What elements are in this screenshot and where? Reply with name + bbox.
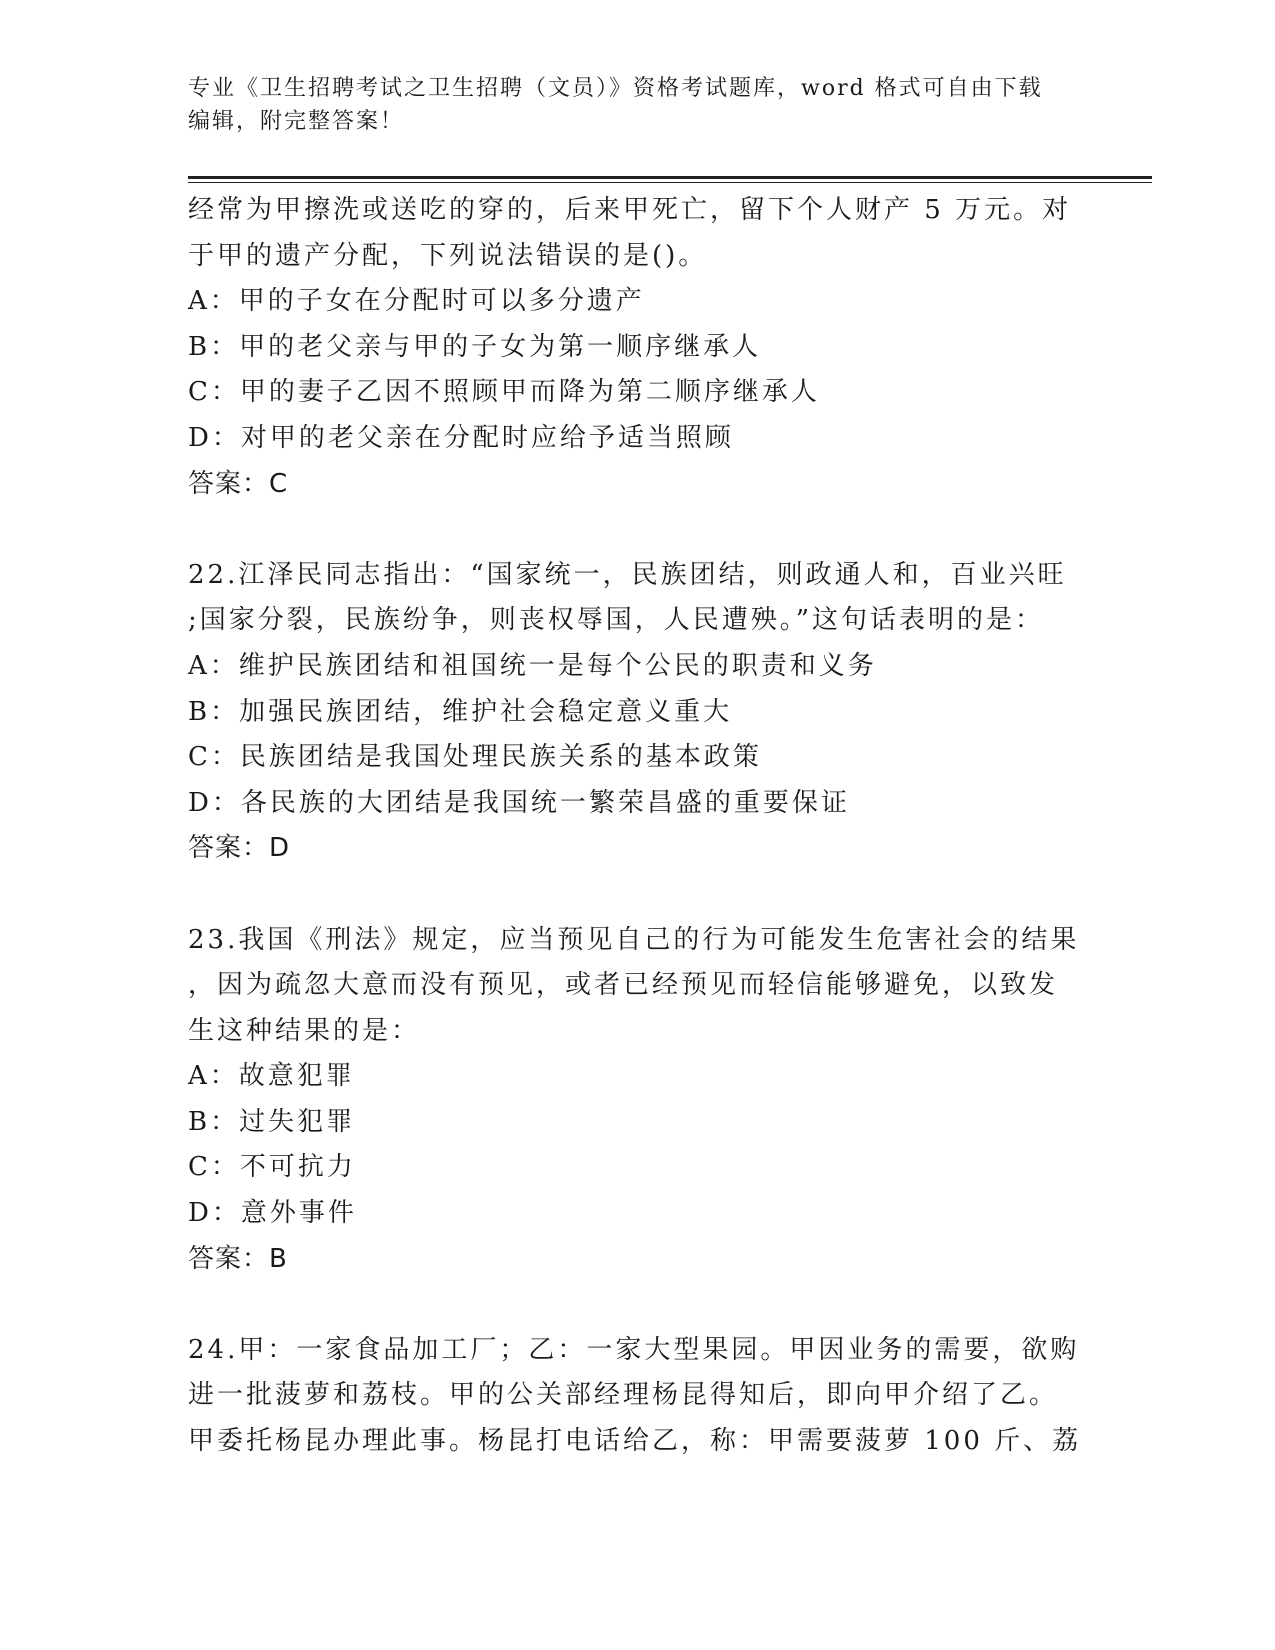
question-stem-line: 生这种结果的是： (188, 1015, 421, 1046)
answer-line: 答案：B (188, 1243, 288, 1274)
question-24 (188, 1328, 1088, 1465)
option-a: A：故意犯罪 (188, 1061, 355, 1092)
option-d: D：意外事件 (188, 1198, 357, 1229)
question-stem-line: 经常为甲擦洗或送吃的穿的，后来甲死亡，留下个人财产 5 万元。对 (188, 195, 1072, 225)
option-b: B：甲的老父亲与甲的子女为第一顺序继承人 (188, 331, 762, 362)
option-b: B：过失犯罪 (188, 1106, 356, 1137)
question-stem-line: ，因为疏忽大意而没有预见，或者已经预见而轻信能够避免，以致发 (188, 970, 1059, 1001)
option-d: D：对甲的老父亲在分配时应给予适当照顾 (188, 422, 734, 453)
question-stem-line: 于甲的遗产分配，下列说法错误的是()。 (188, 240, 708, 271)
question-stem-line: 进一批菠萝和荔枝。甲的公关部经理杨昆得知后，即向甲介绍了乙。 (188, 1380, 1059, 1411)
option-a: A：维护民族团结和祖国统一是每个公民的职责和义务 (188, 650, 877, 681)
answer-line: 答案：D (188, 833, 291, 864)
option-c: C：不可抗力 (188, 1152, 356, 1183)
option-d: D：各民族的大团结是我国统一繁荣昌盛的重要保证 (188, 787, 850, 818)
header-line-1: 专业《卫生招聘考试之卫生招聘（文员）》资格考试题库，word 格式可自由下载 (188, 76, 1043, 101)
question-21 (188, 188, 1088, 507)
question-22 (188, 553, 1088, 872)
spacer (188, 507, 1088, 553)
option-a: A：甲的子女在分配时可以多分遗产 (188, 286, 645, 317)
option-c: C：甲的妻子乙因不照顾甲而降为第二顺序继承人 (188, 377, 820, 408)
header-divider-thin (188, 182, 1152, 183)
question-stem-line: 甲委托杨昆办理此事。杨昆打电话给乙，称：甲需要菠萝 100 斤、荔 (188, 1426, 1082, 1457)
document-header (188, 72, 1088, 138)
question-stem-line: 23.我国《刑法》规定，应当预见自己的行为可能发生危害社会的结果 (188, 924, 1080, 955)
spacer (188, 872, 1088, 918)
question-23 (188, 918, 1088, 1283)
question-stem-line: ;国家分裂，民族纷争，则丧权辱国，人民遭殃。”这句话表明的是： (188, 605, 1045, 636)
option-b: B：加强民族团结，维护社会稳定意义重大 (188, 696, 733, 727)
question-stem-line: 24.甲：一家食品加工厂；乙：一家大型果园。甲因业务的需要，欲购 (188, 1334, 1080, 1365)
question-stem-line: 22.江泽民同志指出：“国家统一，民族团结，则政通人和，百业兴旺 (188, 559, 1067, 590)
option-c: C：民族团结是我国处理民族关系的基本政策 (188, 742, 762, 773)
spacer (188, 1282, 1088, 1328)
header-divider-thick (188, 176, 1152, 179)
question-list (188, 188, 1088, 1465)
answer-line: 答案：C (188, 468, 289, 499)
header-line-2: 编辑，附完整答案！ (188, 109, 405, 134)
